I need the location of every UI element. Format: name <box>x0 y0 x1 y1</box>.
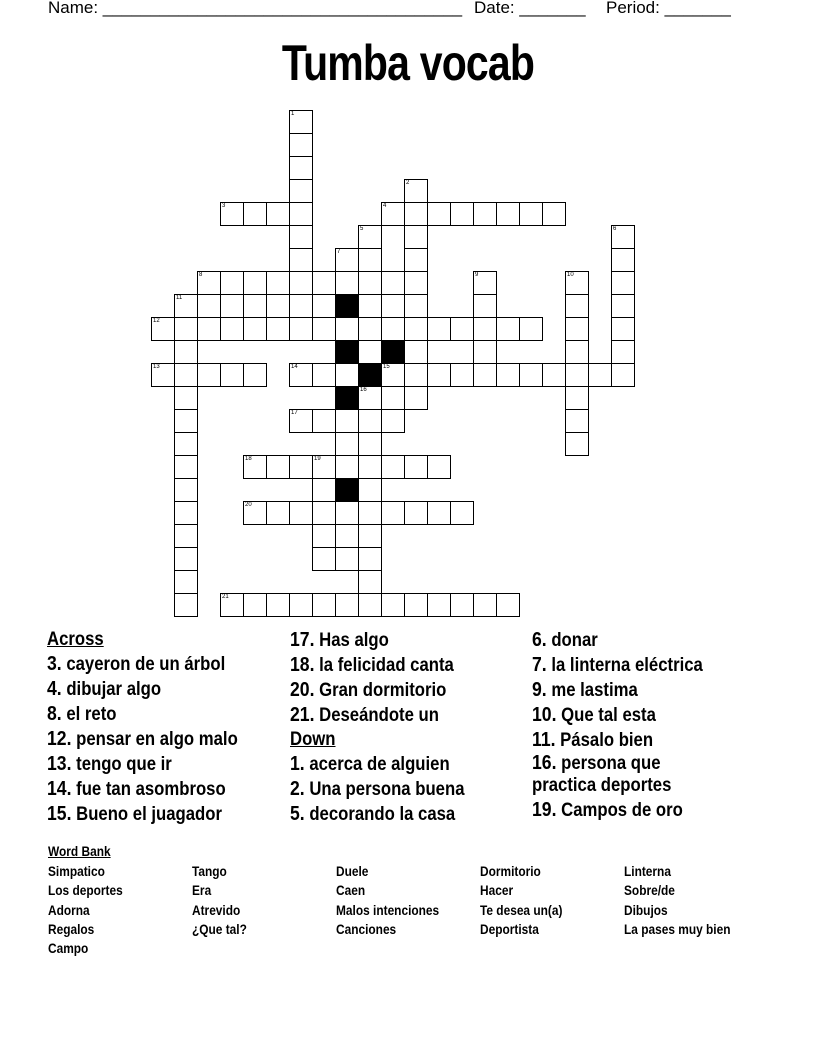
crossword-cell[interactable] <box>381 501 405 525</box>
crossword-cell[interactable] <box>565 432 589 456</box>
crossword-cell[interactable] <box>473 202 497 226</box>
word-bank-column-3 <box>336 862 439 939</box>
crossword-cell[interactable] <box>266 593 290 617</box>
crossword-cell[interactable] <box>243 455 267 479</box>
word-bank-item: Los deportes <box>48 882 123 899</box>
crossword-cell[interactable] <box>289 501 313 525</box>
crossword-cell[interactable] <box>174 547 198 571</box>
crossword-cell[interactable] <box>312 363 336 387</box>
crossword-cell[interactable] <box>197 317 221 341</box>
clue-across-17: 17. Has algo <box>290 629 389 651</box>
crossword-cell[interactable] <box>611 340 635 364</box>
black-square <box>335 340 359 364</box>
clue-number-label: 12 <box>153 318 160 324</box>
crossword-cell[interactable] <box>611 248 635 272</box>
word-bank-item: Te desea un(a) <box>480 901 563 918</box>
clue-down-16-cont: practica deportes <box>532 775 672 796</box>
crossword-cell[interactable] <box>266 202 290 226</box>
crossword-cell[interactable] <box>404 340 428 364</box>
word-bank-column-2 <box>192 862 247 939</box>
crossword-cell[interactable] <box>496 202 520 226</box>
word-bank-item: Caen <box>336 882 366 899</box>
clue-down-5: 5. decorando la casa <box>290 803 456 825</box>
crossword-cell[interactable] <box>358 271 382 295</box>
clue-across-18: 18. la felicidad canta <box>290 654 454 676</box>
crossword-cell[interactable] <box>358 409 382 433</box>
crossword-cell[interactable] <box>289 455 313 479</box>
crossword-cell[interactable] <box>404 179 428 203</box>
crossword-cell[interactable] <box>473 271 497 295</box>
clue-number-label: 19 <box>314 456 321 462</box>
crossword-cell[interactable] <box>358 340 382 364</box>
clue-down-7: 7. la linterna eléctrica <box>532 654 703 676</box>
clue-across-20: 20. Gran dormitorio <box>290 679 447 701</box>
crossword-cell[interactable] <box>611 271 635 295</box>
crossword-cell[interactable] <box>289 202 313 226</box>
word-bank-item: Sobre/de <box>624 882 675 899</box>
crossword-cell[interactable] <box>220 271 244 295</box>
crossword-cell[interactable] <box>289 363 313 387</box>
crossword-cell[interactable] <box>611 294 635 318</box>
clue-down-1: 1. acerca de alguien <box>290 753 450 775</box>
crossword-cell[interactable] <box>335 547 359 571</box>
word-bank-item: Era <box>192 882 212 899</box>
crossword-cell[interactable] <box>174 570 198 594</box>
word-bank-title: Word Bank <box>48 843 111 859</box>
crossword-cell[interactable] <box>565 386 589 410</box>
clue-down-19: 19. Campos de oro <box>532 799 683 821</box>
clue-number-label: 13 <box>153 364 160 370</box>
crossword-cell[interactable] <box>335 593 359 617</box>
crossword-cell[interactable] <box>174 340 198 364</box>
crossword-cell[interactable] <box>289 110 313 134</box>
name-field[interactable]: Name: ______________________________________ <box>48 0 463 17</box>
crossword-cell[interactable] <box>174 478 198 502</box>
crossword-cell[interactable] <box>404 501 428 525</box>
crossword-cell[interactable] <box>197 294 221 318</box>
clue-down-10: 10. Que tal esta <box>532 704 656 726</box>
crossword-cell[interactable] <box>358 524 382 548</box>
crossword-cell[interactable] <box>404 363 428 387</box>
word-bank-item: Campo <box>48 940 89 957</box>
clue-number-label: 14 <box>291 364 298 370</box>
crossword-cell[interactable] <box>358 455 382 479</box>
crossword-cell[interactable] <box>404 593 428 617</box>
crossword-cell[interactable] <box>542 363 566 387</box>
crossword-cell[interactable] <box>611 317 635 341</box>
crossword-cell[interactable] <box>335 455 359 479</box>
crossword-cell[interactable] <box>358 432 382 456</box>
word-bank-item: Dibujos <box>624 901 668 918</box>
word-bank-item: Simpatico <box>48 863 105 879</box>
crossword-cell[interactable] <box>358 386 382 410</box>
black-square <box>335 294 359 318</box>
crossword-cell[interactable] <box>381 409 405 433</box>
period-field[interactable]: Period: _______ <box>606 0 731 17</box>
crossword-cell[interactable] <box>519 317 543 341</box>
crossword-cell[interactable] <box>312 271 336 295</box>
clue-across-14: 14. fue tan asombroso <box>47 778 226 800</box>
word-bank-item: Dormitorio <box>480 863 541 879</box>
crossword-cell[interactable] <box>174 363 198 387</box>
word-bank-item: Malos intenciones <box>336 901 440 918</box>
crossword-cell[interactable] <box>243 317 267 341</box>
crossword-cell[interactable] <box>404 294 428 318</box>
clue-number-label: 7 <box>337 249 341 255</box>
clue-number-label: 15 <box>383 364 390 370</box>
word-bank-item: Adorna <box>48 901 90 918</box>
crossword-cell[interactable] <box>266 455 290 479</box>
crossword-cell[interactable] <box>197 363 221 387</box>
clue-down-11: 11. Pásalo bien <box>532 729 654 751</box>
crossword-cell[interactable] <box>312 317 336 341</box>
crossword-cell[interactable] <box>220 294 244 318</box>
clue-number-label: 4 <box>383 203 387 209</box>
clue-down-16: 16. persona que <box>532 752 661 774</box>
crossword-cell[interactable] <box>473 294 497 318</box>
crossword-cell[interactable] <box>542 202 566 226</box>
crossword-cell[interactable] <box>381 317 405 341</box>
word-bank-item: Hacer <box>480 882 514 899</box>
crossword-cell[interactable] <box>289 271 313 295</box>
crossword-cell[interactable] <box>289 248 313 272</box>
crossword-cell[interactable] <box>404 455 428 479</box>
crossword-cell[interactable] <box>312 294 336 318</box>
crossword-cell[interactable] <box>404 202 428 226</box>
crossword-cell[interactable] <box>565 294 589 318</box>
crossword-cell[interactable] <box>243 593 267 617</box>
crossword-cell[interactable] <box>243 202 267 226</box>
crossword-cell[interactable] <box>358 294 382 318</box>
crossword-cell[interactable] <box>427 501 451 525</box>
crossword-cell[interactable] <box>404 386 428 410</box>
word-bank-item: Atrevido <box>192 901 241 918</box>
crossword-cell[interactable] <box>473 317 497 341</box>
crossword-cell[interactable] <box>565 340 589 364</box>
clue-number-label: 17 <box>291 410 298 416</box>
crossword-cell[interactable] <box>289 317 313 341</box>
word-bank-column-1 <box>48 862 123 958</box>
crossword-cell[interactable] <box>243 363 267 387</box>
crossword-cell[interactable] <box>335 524 359 548</box>
crossword-cell[interactable] <box>197 271 221 295</box>
crossword-cell[interactable] <box>335 409 359 433</box>
crossword-cell[interactable] <box>496 363 520 387</box>
black-square <box>381 340 405 364</box>
clue-number-label: 18 <box>245 456 252 462</box>
clue-down-6: 6. donar <box>532 629 598 651</box>
word-bank-column-4 <box>480 862 562 939</box>
crossword-cell[interactable] <box>243 501 267 525</box>
crossword-cell[interactable] <box>174 409 198 433</box>
crossword-cell[interactable] <box>565 409 589 433</box>
word-bank-item: La pases muy bien <box>624 920 731 937</box>
crossword-cell[interactable] <box>220 593 244 617</box>
crossword-cell[interactable] <box>220 317 244 341</box>
crossword-cell[interactable] <box>312 501 336 525</box>
clue-across-15: 15. Bueno el juagador <box>47 803 222 825</box>
crossword-cell[interactable] <box>312 409 336 433</box>
crossword-cell[interactable] <box>381 271 405 295</box>
crossword-cell[interactable] <box>519 363 543 387</box>
crossword-cell[interactable] <box>174 294 198 318</box>
crossword-cell[interactable] <box>565 271 589 295</box>
clue-down-2: 2. Una persona buena <box>290 778 465 800</box>
crossword-cell[interactable] <box>427 202 451 226</box>
crossword-cell[interactable] <box>220 202 244 226</box>
across-heading: Across <box>47 629 104 650</box>
crossword-cell[interactable] <box>151 363 175 387</box>
crossword-cell[interactable] <box>611 363 635 387</box>
crossword-cell[interactable] <box>266 294 290 318</box>
crossword-cell[interactable] <box>289 294 313 318</box>
crossword-cell[interactable] <box>289 593 313 617</box>
crossword-cell[interactable] <box>450 501 474 525</box>
crossword-cell[interactable] <box>358 593 382 617</box>
crossword-cell[interactable] <box>473 363 497 387</box>
clue-number-label: 3 <box>222 203 226 209</box>
crossword-cell[interactable] <box>358 248 382 272</box>
crossword-cell[interactable] <box>335 432 359 456</box>
crossword-cell[interactable] <box>174 524 198 548</box>
crossword-cell[interactable] <box>312 547 336 571</box>
crossword-cell[interactable] <box>358 225 382 249</box>
crossword-cell[interactable] <box>312 478 336 502</box>
crossword-cell[interactable] <box>266 271 290 295</box>
crossword-cell[interactable] <box>496 593 520 617</box>
clue-number-label: 2 <box>406 180 410 186</box>
crossword-cell[interactable] <box>312 593 336 617</box>
down-heading: Down <box>290 729 336 750</box>
crossword-cell[interactable] <box>289 156 313 180</box>
crossword-cell[interactable] <box>404 271 428 295</box>
clue-number-label: 8 <box>199 272 203 278</box>
crossword-cell[interactable] <box>335 363 359 387</box>
crossword-cell[interactable] <box>565 317 589 341</box>
crossword-cell[interactable] <box>519 202 543 226</box>
word-bank-item: Regalos <box>48 920 95 937</box>
crossword-cell[interactable] <box>381 294 405 318</box>
crossword-cell[interactable] <box>381 202 405 226</box>
crossword-cell[interactable] <box>174 432 198 456</box>
crossword-cell[interactable] <box>565 363 589 387</box>
crossword-cell[interactable] <box>335 271 359 295</box>
clue-number-label: 20 <box>245 502 252 508</box>
crossword-cell[interactable] <box>289 409 313 433</box>
crossword-cell[interactable] <box>473 593 497 617</box>
crossword-cell[interactable] <box>496 317 520 341</box>
word-bank-item: Duele <box>336 863 369 879</box>
clue-column-3 <box>532 628 703 823</box>
clue-column-1 <box>47 628 238 827</box>
crossword-cell[interactable] <box>427 363 451 387</box>
page-title: Tumba vocab <box>281 35 535 91</box>
crossword-cell[interactable] <box>358 501 382 525</box>
crossword-cell[interactable] <box>473 340 497 364</box>
clue-across-12: 12. pensar en algo malo <box>47 728 238 750</box>
crossword-cell[interactable] <box>358 317 382 341</box>
clue-across-4: 4. dibujar algo <box>47 678 162 700</box>
crossword-cell[interactable] <box>427 593 451 617</box>
crossword-cell[interactable] <box>243 271 267 295</box>
clue-number-label: 11 <box>176 295 183 301</box>
crossword-cell[interactable] <box>312 524 336 548</box>
clue-number-label: 5 <box>360 226 364 232</box>
crossword-cell[interactable] <box>381 455 405 479</box>
word-bank-item: Tango <box>192 863 227 879</box>
crossword-cell[interactable] <box>151 317 175 341</box>
clue-number-label: 21 <box>222 594 229 600</box>
clue-number-label: 16 <box>360 387 367 393</box>
clue-column-2 <box>290 628 465 827</box>
crossword-cell[interactable] <box>450 363 474 387</box>
clue-across-3: 3. cayeron de un árbol <box>47 653 226 675</box>
crossword-cell[interactable] <box>174 593 198 617</box>
crossword-cell[interactable] <box>358 570 382 594</box>
crossword-cell[interactable] <box>174 501 198 525</box>
header <box>0 0 816 22</box>
crossword-cell[interactable] <box>427 317 451 341</box>
date-field[interactable]: Date: _______ <box>474 0 586 17</box>
crossword-cell[interactable] <box>266 317 290 341</box>
crossword-cell[interactable] <box>358 478 382 502</box>
clue-number-label: 6 <box>613 226 617 232</box>
crossword-cell[interactable] <box>335 501 359 525</box>
crossword-cell[interactable] <box>174 317 198 341</box>
clue-number-label: 10 <box>567 272 574 278</box>
crossword-cell[interactable] <box>404 248 428 272</box>
crossword-cell[interactable] <box>220 363 244 387</box>
crossword-cell[interactable] <box>450 593 474 617</box>
crossword-cell[interactable] <box>611 225 635 249</box>
crossword-cell[interactable] <box>381 593 405 617</box>
crossword-cell[interactable] <box>289 225 313 249</box>
crossword-cell[interactable] <box>358 547 382 571</box>
crossword-cell[interactable] <box>404 317 428 341</box>
crossword-cell[interactable] <box>312 455 336 479</box>
clue-number-label: 9 <box>475 272 479 278</box>
word-bank-item: Deportista <box>480 920 539 937</box>
clue-across-8: 8. el reto <box>47 703 117 725</box>
word-bank-item: ¿Que tal? <box>192 920 247 937</box>
crossword-cell[interactable] <box>427 455 451 479</box>
clue-number-label: 1 <box>291 111 295 117</box>
clue-down-9: 9. me lastima <box>532 679 638 701</box>
crossword-cell[interactable] <box>289 133 313 157</box>
crossword-cell[interactable] <box>335 317 359 341</box>
crossword-cell[interactable] <box>174 386 198 410</box>
crossword-cell[interactable] <box>289 179 313 203</box>
crossword-cell[interactable] <box>243 294 267 318</box>
crossword-cell[interactable] <box>404 225 428 249</box>
crossword-cell[interactable] <box>174 455 198 479</box>
crossword-cell[interactable] <box>335 248 359 272</box>
clue-across-13: 13. tengo que ir <box>47 753 172 775</box>
crossword-cell[interactable] <box>450 317 474 341</box>
clue-across-21: 21. Deseándote un <box>290 704 439 726</box>
black-square <box>335 386 359 410</box>
word-bank-item: Canciones <box>336 920 397 937</box>
black-square <box>335 478 359 502</box>
crossword-cell[interactable] <box>266 501 290 525</box>
word-bank-column-5 <box>624 862 730 939</box>
word-bank-item: Linterna <box>624 863 671 879</box>
crossword-cell[interactable] <box>588 363 612 387</box>
crossword-cell[interactable] <box>381 363 405 387</box>
black-square <box>358 363 382 387</box>
crossword-cell[interactable] <box>450 202 474 226</box>
